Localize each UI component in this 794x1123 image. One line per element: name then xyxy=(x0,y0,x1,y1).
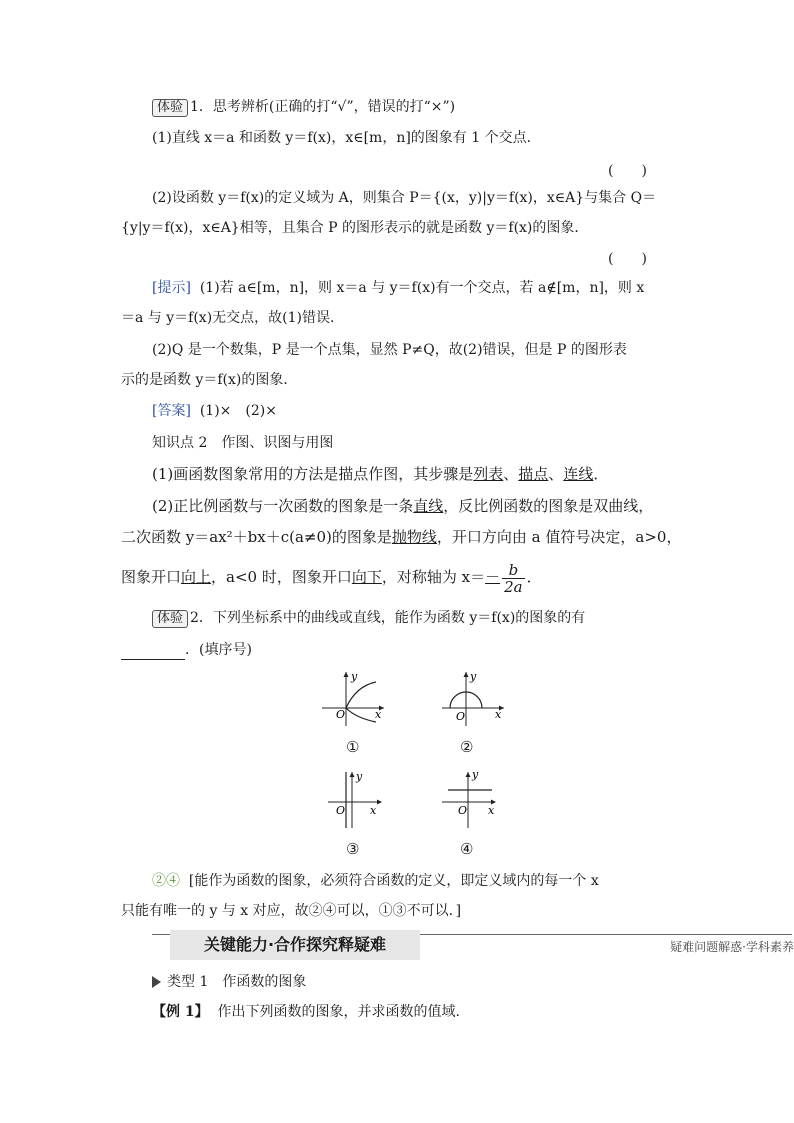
sol2-line1: ②④ [能作为函数的图象，必须符合函数的定义，即定义域内的每一个 x xyxy=(152,873,599,889)
kp2-p2: (2)正比例函数与一次函数的图象是一条直线，反比例函数的图象是双曲线， xyxy=(152,497,654,515)
step-connect: 连线 xyxy=(563,465,594,483)
step-plot: 描点 xyxy=(518,465,549,483)
term-up: 向上 xyxy=(181,568,212,586)
section-banner xyxy=(152,930,794,960)
fill-blank xyxy=(121,645,185,660)
triangle-icon xyxy=(152,976,161,988)
graph-4-label: ④ xyxy=(460,840,474,858)
example1-label: 【例 1】 xyxy=(152,1004,209,1020)
svg-text:O: O xyxy=(458,804,468,817)
graph-4 xyxy=(440,768,500,830)
hint-line3: (2)Q 是一个数集，P 是一个点集，显然 P≠Q，故(2)错误，但是 P 的图形表 xyxy=(152,342,627,358)
kp2-p4: 图象开口向上，a<0 时，图象开口向下，对称轴为 x＝－ $\frac{b}{2a}$ ． xyxy=(121,560,542,596)
exp2-line1: 体验 2．下列坐标系中的曲线或直线，能作为函数 y＝f(x)的图象的有 xyxy=(152,608,585,628)
svg-text:y: y xyxy=(470,670,477,683)
answer-label: [答案] xyxy=(152,403,191,419)
svg-text:x: x xyxy=(375,708,382,721)
exp1-q2-line2: {y|y＝f(x)，x∈A}相等，且集合 P 的图形表示的就是函数 y＝f(x)的图象． xyxy=(121,220,589,236)
exp1-title-line xyxy=(152,97,455,117)
exp2-line2: ．(填序号) xyxy=(121,640,252,660)
svg-text:x: x xyxy=(370,804,377,817)
graph-1 xyxy=(318,668,388,728)
type1-heading xyxy=(152,972,306,992)
svg-text:y: y xyxy=(351,670,358,683)
svg-text:y: y xyxy=(472,768,479,781)
sol2-line2: 只能有唯一的 y 与 x 对应，故②④可以，①③不可以．] xyxy=(121,903,462,919)
svg-text:y: y xyxy=(356,770,363,783)
answer-text: (1)× (2)× xyxy=(199,403,277,419)
step-list: 列表 xyxy=(473,465,504,483)
svg-text:O: O xyxy=(456,710,466,723)
axis-formula: － $\frac{b}{2a}$ xyxy=(485,560,523,596)
graph-2 xyxy=(438,668,508,728)
svg-text:x: x xyxy=(488,804,495,817)
example1-text: 作出下列函数的图象，并求函数的值域. xyxy=(217,1004,460,1020)
graph-2-label: ② xyxy=(460,738,474,756)
graph-3 xyxy=(326,768,386,830)
hint-line2: ＝a 与 y＝f(x)无交点，故(1)错误． xyxy=(121,310,344,326)
fraction-b-over-2a: $\frac{b}{2a}$ xyxy=(504,560,523,596)
type1-title: 类型 1 作函数的图象 xyxy=(167,974,307,990)
svg-text:O: O xyxy=(336,708,346,721)
exp1-tag: 体验 xyxy=(152,99,188,117)
exp1-q2-line1: (2)设函数 y＝f(x)的定义域为 A，则集合 P＝{(x，y)|y＝f(x)，x∈A}与集合 Q＝ xyxy=(152,190,657,206)
hint-line4: 示的是函数 y＝f(x)的图象． xyxy=(121,372,298,388)
term-line: 直线 xyxy=(413,497,444,515)
banner-title: 关键能力·合作探究释疑难 xyxy=(170,930,420,960)
exp1-title: 1．思考辨析(正确的打“√”，错误的打“×”) xyxy=(190,99,456,115)
graph-1-label: ① xyxy=(346,738,360,756)
svg-text:O: O xyxy=(336,804,346,817)
answer-line xyxy=(152,401,277,421)
example1-line xyxy=(152,1002,460,1022)
hint-label: [提示] xyxy=(152,280,191,296)
exp1-q2-answer-paren: ( ) xyxy=(608,251,647,267)
exp2-tag: 体验 xyxy=(152,610,188,628)
kp2-title: 知识点 2 作图、识图与用图 xyxy=(152,435,334,451)
banner-subtitle: 疑难问题解惑·学科素养 xyxy=(670,940,794,954)
svg-text:x: x xyxy=(495,708,502,721)
term-down: 向下 xyxy=(351,568,382,586)
exp1-q1: (1)直线 x＝a 和函数 y＝f(x)，x∈[m，n]的图象有 1 个交点． xyxy=(152,130,541,146)
hint-line1 xyxy=(152,278,644,298)
hint-text1: (1)若 a∈[m，n]，则 x＝a 与 y＝f(x)有一个交点，若 a∉[m，n]，则 x xyxy=(199,280,645,296)
term-parabola: 抛物线 xyxy=(391,528,437,546)
graph-3-label: ③ xyxy=(346,840,360,858)
kp2-p1: (1)画函数图象常用的方法是描点作图，其步骤是列表、描点、连线． xyxy=(152,465,609,483)
kp2-p3: 二次函数 y＝ax²＋bx＋c(a≠0)的图象是抛物线，开口方向由 a 值符号决定，a>0， xyxy=(121,528,682,546)
sol2-answer: ②④ xyxy=(152,873,180,889)
exp1-q1-answer-paren: ( ) xyxy=(608,163,647,179)
